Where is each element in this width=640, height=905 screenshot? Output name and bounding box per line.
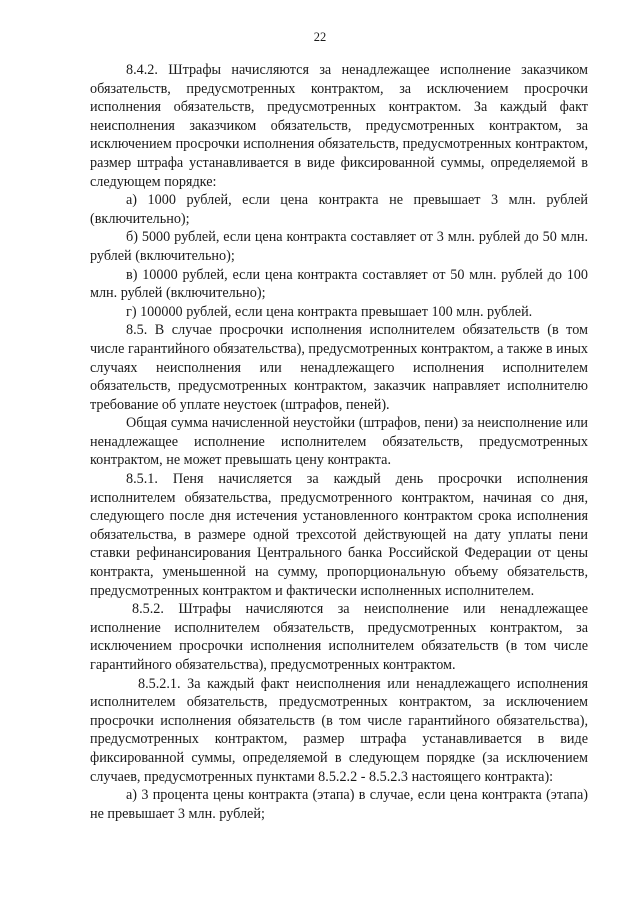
document-body: [90, 61, 588, 823]
page-number: 22: [313, 30, 327, 44]
paragraph-8-5-2-1: 8.5.2.1. За каждый факт неисполнения или ненадлежащего исполнения исполнителем обязательств, предусмотренных контрактом, за исключением просрочки исполнения обязательств (в том числе гарантийного обязательства), предусмотренных контрактом, размер штрафа устанавливается в виде фиксированной суммы, определяемой в следующем порядке (за исключением случаев, предусмотренных пунктами 8.5.2.2 - 8.5.2.3 настоящего контракта):: [90, 675, 588, 785]
paragraph-8-4-2: 8.4.2. Штрафы начисляются за ненадлежащее исполнение заказчиком обязательств, предусмотренных контрактом, за исключением просрочки исполнения обязательств, предусмотренных контрактом. За каждый факт неисполнения заказчиком обязательств, предусмотренных контрактом, за исключением просрочки исполнения обязательств, предусмотренных контрактом, размер штрафа устанавливается в виде фиксированной суммы, определяемой в следующем порядке:: [90, 62, 588, 190]
list-item-b-5000: б) 5000 рублей, если цена контракта составляет от 3 млн. рублей до 50 млн. рублей (включительно);: [90, 229, 588, 264]
list-item-a-3-percent: а) 3 процента цены контракта (этапа) в случае, если цена контракта (этапа) не превышает 3 млн. рублей;: [90, 787, 588, 822]
list-item-a-1000: а) 1000 рублей, если цена контракта не превышает 3 млн. рублей (включительно);: [90, 192, 588, 227]
list-item-g-100000: г) 100000 рублей, если цена контракта превышает 100 млн. рублей.: [126, 303, 533, 320]
paragraph-total-penalty: Общая сумма начисленной неустойки (штрафов, пени) за неисполнение или ненадлежащее исполнение исполнителем обязательств, предусмотренных контрактом, не может превышать цену контракта.: [90, 415, 588, 469]
list-item-v-10000: в) 10000 рублей, если цена контракта составляет от 50 млн. рублей до 100 млн. рублей (включительно);: [90, 266, 588, 302]
paragraph-8-5-2: 8.5.2. Штрафы начисляются за неисполнение или ненадлежащее исполнение исполнителем обязательств, предусмотренных контрактом, за исключением просрочки исполнения исполнителем обязательств (в том числе гарантийного обязательства), предусмотренных контрактом.: [90, 601, 588, 673]
paragraph-8-5: 8.5. В случае просрочки исполнения исполнителем обязательств (в том числе гарантийного обязательства), предусмотренных контрактом, а также в иных случаях неисполнения или ненадлежащего исполнения исполнителем обязательств, предусмотренных контрактом, заказчик направляет исполнителю требование об уплате неустоек (штрафов, пеней).: [90, 322, 588, 413]
paragraph-8-5-1: 8.5.1. Пеня начисляется за каждый день просрочки исполнения исполнителем обязательства, предусмотренного контрактом, начиная со дня, следующего после дня истечения установленного контрактом срока исполнения обязательства, в размере одной трехсотой действующей на дату уплаты пени ставки рефинансирования Центрального банка Российской Федерации от цены контракта, уменьшенной на сумму, пропорциональную объему обязательств, предусмотренных контрактом и фактически исполненных исполнителем.: [90, 471, 588, 599]
